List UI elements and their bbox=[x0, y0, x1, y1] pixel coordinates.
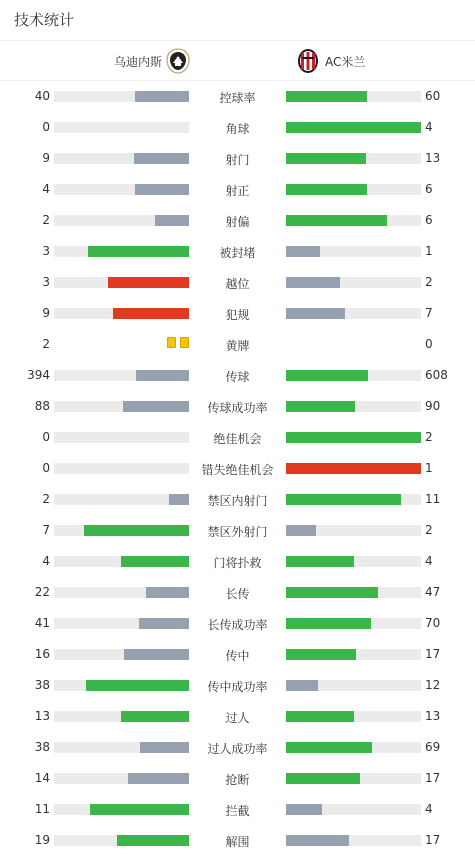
away-value: 6 bbox=[425, 182, 433, 196]
home-bar bbox=[121, 711, 189, 722]
stat-row bbox=[0, 732, 475, 763]
home-bar-track bbox=[54, 618, 189, 629]
away-value: 4 bbox=[425, 554, 433, 568]
stat-row bbox=[0, 267, 475, 298]
stat-row bbox=[0, 360, 475, 391]
stat-row bbox=[0, 546, 475, 577]
home-bar-track bbox=[54, 494, 189, 505]
away-bar bbox=[286, 711, 354, 722]
home-value: 41 bbox=[34, 616, 50, 630]
home-value: 22 bbox=[34, 585, 50, 599]
udinese-crest-icon bbox=[166, 48, 190, 74]
home-value: 4 bbox=[42, 182, 50, 196]
away-value: 608 bbox=[425, 368, 448, 382]
home-value: 0 bbox=[42, 461, 50, 475]
away-bar bbox=[286, 153, 366, 164]
stat-label: 黄牌 bbox=[225, 339, 250, 353]
stat-row bbox=[0, 484, 475, 515]
away-bar bbox=[286, 587, 378, 598]
stat-label: 过人成功率 bbox=[207, 742, 268, 756]
home-value: 0 bbox=[42, 430, 50, 444]
home-bar-track bbox=[54, 184, 189, 195]
home-value: 2 bbox=[42, 492, 50, 506]
home-bar-track bbox=[54, 463, 189, 474]
stat-label: 抢断 bbox=[225, 773, 250, 787]
stat-row bbox=[0, 298, 475, 329]
home-bar bbox=[88, 246, 189, 257]
home-bar bbox=[108, 277, 189, 288]
away-value: 17 bbox=[425, 647, 441, 661]
stat-row bbox=[0, 763, 475, 794]
home-value: 88 bbox=[34, 399, 50, 413]
away-value: 1 bbox=[425, 244, 433, 258]
home-bar-track bbox=[54, 401, 189, 412]
stat-label: 射偏 bbox=[225, 215, 250, 229]
stat-row bbox=[0, 794, 475, 825]
stat-row bbox=[0, 825, 475, 856]
away-bar-track bbox=[286, 711, 421, 722]
away-team-name: AC米兰 bbox=[325, 54, 366, 69]
home-value: 0 bbox=[42, 120, 50, 134]
stat-label: 传中成功率 bbox=[207, 680, 268, 694]
home-value: 40 bbox=[34, 89, 50, 103]
away-bar-track bbox=[286, 494, 421, 505]
home-value: 38 bbox=[34, 740, 50, 754]
away-bar-track bbox=[286, 587, 421, 598]
home-value: 9 bbox=[42, 151, 50, 165]
away-bar bbox=[286, 122, 421, 133]
stat-row bbox=[0, 236, 475, 267]
away-value: 69 bbox=[425, 740, 441, 754]
away-bar-track bbox=[286, 215, 421, 226]
stat-label: 禁区外射门 bbox=[207, 525, 268, 539]
home-value: 9 bbox=[42, 306, 50, 320]
away-value: 70 bbox=[425, 616, 441, 630]
stat-row bbox=[0, 174, 475, 205]
away-value: 47 bbox=[425, 585, 441, 599]
yellow-card-icon bbox=[180, 337, 189, 348]
home-bar-track bbox=[54, 556, 189, 567]
home-bar-track bbox=[54, 804, 189, 815]
stat-row bbox=[0, 112, 475, 143]
home-bar bbox=[123, 401, 189, 412]
away-value: 11 bbox=[425, 492, 441, 506]
stat-label: 射正 bbox=[225, 184, 250, 198]
stat-row bbox=[0, 577, 475, 608]
away-bar bbox=[286, 91, 367, 102]
away-bar bbox=[286, 556, 354, 567]
stat-label: 解围 bbox=[225, 835, 250, 849]
yellow-card-icon bbox=[167, 337, 176, 348]
away-bar bbox=[286, 401, 355, 412]
away-bar-track bbox=[286, 463, 421, 474]
stat-label: 绝佳机会 bbox=[213, 432, 262, 446]
away-bar bbox=[286, 277, 340, 288]
home-value: 3 bbox=[42, 244, 50, 258]
page-title: 技术统计 bbox=[14, 11, 75, 29]
home-bar bbox=[117, 835, 189, 846]
away-value: 90 bbox=[425, 399, 441, 413]
away-bar bbox=[286, 463, 421, 474]
home-bar bbox=[134, 153, 189, 164]
away-bar-track bbox=[286, 649, 421, 660]
home-bar bbox=[86, 680, 189, 691]
stat-row bbox=[0, 205, 475, 236]
away-team[interactable] bbox=[296, 48, 365, 74]
stat-label: 犯规 bbox=[225, 308, 250, 322]
home-bar bbox=[155, 215, 189, 226]
home-bar bbox=[128, 773, 189, 784]
away-bar-track bbox=[286, 308, 421, 319]
stat-label: 射门 bbox=[225, 153, 250, 167]
away-bar-track bbox=[286, 122, 421, 133]
stat-label: 传球 bbox=[225, 370, 250, 384]
away-bar-track bbox=[286, 556, 421, 567]
home-bar-track bbox=[54, 432, 189, 443]
away-value: 17 bbox=[425, 833, 441, 847]
away-value: 60 bbox=[425, 89, 441, 103]
stat-row bbox=[0, 391, 475, 422]
stat-label: 传球成功率 bbox=[207, 401, 268, 415]
stat-row bbox=[0, 670, 475, 701]
home-value: 19 bbox=[34, 833, 50, 847]
away-value: 2 bbox=[425, 430, 433, 444]
home-bar bbox=[135, 184, 189, 195]
away-bar bbox=[286, 680, 318, 691]
home-value: 13 bbox=[34, 709, 50, 723]
away-bar-track bbox=[286, 246, 421, 257]
away-value: 6 bbox=[425, 213, 433, 227]
away-bar bbox=[286, 618, 371, 629]
home-bar-track bbox=[54, 246, 189, 257]
away-bar bbox=[286, 773, 360, 784]
home-bar bbox=[169, 494, 189, 505]
away-bar-track bbox=[286, 401, 421, 412]
stat-row bbox=[0, 639, 475, 670]
away-value: 0 bbox=[425, 337, 433, 351]
stat-label: 角球 bbox=[225, 122, 250, 136]
home-bar bbox=[135, 91, 189, 102]
home-team[interactable] bbox=[114, 48, 190, 74]
home-bar-track bbox=[54, 153, 189, 164]
away-bar-track bbox=[286, 773, 421, 784]
home-team-name: 乌迪内斯 bbox=[113, 54, 162, 69]
home-bar-track bbox=[54, 525, 189, 536]
home-bar bbox=[139, 618, 189, 629]
stat-label: 越位 bbox=[225, 277, 250, 291]
away-bar-track bbox=[286, 277, 421, 288]
home-value: 7 bbox=[42, 523, 50, 537]
away-value: 4 bbox=[425, 802, 433, 816]
stats-table bbox=[0, 81, 475, 856]
home-bar bbox=[146, 587, 189, 598]
home-bar-track bbox=[54, 91, 189, 102]
away-value: 17 bbox=[425, 771, 441, 785]
stat-row bbox=[0, 701, 475, 732]
away-value: 1 bbox=[425, 461, 433, 475]
away-value: 2 bbox=[425, 275, 433, 289]
away-bar-track bbox=[286, 184, 421, 195]
away-bar-track bbox=[286, 153, 421, 164]
away-bar-track bbox=[286, 680, 421, 691]
away-value: 13 bbox=[425, 151, 441, 165]
stat-label: 禁区内射门 bbox=[207, 494, 268, 508]
home-bar bbox=[140, 742, 189, 753]
away-value: 2 bbox=[425, 523, 433, 537]
home-bar-track bbox=[54, 835, 189, 846]
away-bar-track bbox=[286, 370, 421, 381]
away-bar bbox=[286, 804, 322, 815]
ac-milan-crest-icon bbox=[296, 48, 320, 74]
home-bar-track bbox=[54, 742, 189, 753]
stat-label: 被封堵 bbox=[219, 246, 256, 260]
home-bar-track bbox=[54, 122, 189, 133]
home-bar bbox=[84, 525, 189, 536]
home-value: 11 bbox=[34, 802, 50, 816]
away-value: 4 bbox=[425, 120, 433, 134]
home-value: 2 bbox=[42, 213, 50, 227]
home-value: 14 bbox=[34, 771, 50, 785]
stat-label: 长传成功率 bbox=[207, 618, 268, 632]
away-bar-track bbox=[286, 525, 421, 536]
away-bar bbox=[286, 525, 316, 536]
home-bar-track bbox=[54, 215, 189, 226]
stat-label: 门将扑救 bbox=[213, 556, 262, 570]
away-bar bbox=[286, 742, 372, 753]
stat-label: 传中 bbox=[225, 649, 250, 663]
home-bar-track bbox=[54, 587, 189, 598]
away-value: 7 bbox=[425, 306, 433, 320]
stat-row bbox=[0, 329, 475, 360]
home-value: 2 bbox=[42, 337, 50, 351]
away-bar bbox=[286, 184, 367, 195]
away-value: 13 bbox=[425, 709, 441, 723]
away-bar bbox=[286, 432, 421, 443]
home-bar bbox=[124, 649, 189, 660]
home-bar-track bbox=[54, 649, 189, 660]
home-bar-track bbox=[54, 277, 189, 288]
home-value: 4 bbox=[42, 554, 50, 568]
stat-label: 长传 bbox=[225, 587, 250, 601]
stat-label: 过人 bbox=[225, 711, 250, 725]
home-bar-track bbox=[54, 680, 189, 691]
away-bar-track bbox=[286, 432, 421, 443]
away-bar bbox=[286, 308, 345, 319]
home-bar bbox=[113, 308, 189, 319]
away-bar bbox=[286, 370, 368, 381]
home-bar-track bbox=[54, 773, 189, 784]
away-bar bbox=[286, 494, 401, 505]
away-bar-track bbox=[286, 804, 421, 815]
away-bar bbox=[286, 215, 387, 226]
home-value: 38 bbox=[34, 678, 50, 692]
home-bar-track bbox=[54, 370, 189, 381]
home-bar-track bbox=[54, 308, 189, 319]
stat-row bbox=[0, 143, 475, 174]
stat-row bbox=[0, 453, 475, 484]
away-bar-track bbox=[286, 91, 421, 102]
away-value: 12 bbox=[425, 678, 441, 692]
home-bar bbox=[136, 370, 189, 381]
away-bar bbox=[286, 835, 349, 846]
stat-row bbox=[0, 81, 475, 112]
stat-label: 错失绝佳机会 bbox=[201, 463, 274, 477]
home-value: 3 bbox=[42, 275, 50, 289]
away-bar-track bbox=[286, 618, 421, 629]
away-bar bbox=[286, 649, 356, 660]
yellow-cards bbox=[167, 337, 189, 348]
stat-label: 控球率 bbox=[219, 91, 256, 105]
stat-row bbox=[0, 515, 475, 546]
home-bar bbox=[121, 556, 189, 567]
home-value: 16 bbox=[34, 647, 50, 661]
away-bar-track bbox=[286, 835, 421, 846]
stat-label: 拦截 bbox=[225, 804, 250, 818]
stat-row bbox=[0, 608, 475, 639]
stat-row bbox=[0, 422, 475, 453]
away-bar bbox=[286, 246, 320, 257]
home-value: 394 bbox=[27, 368, 50, 382]
home-bar bbox=[90, 804, 189, 815]
away-bar-track bbox=[286, 742, 421, 753]
header-divider bbox=[0, 40, 475, 41]
home-bar-track bbox=[54, 711, 189, 722]
